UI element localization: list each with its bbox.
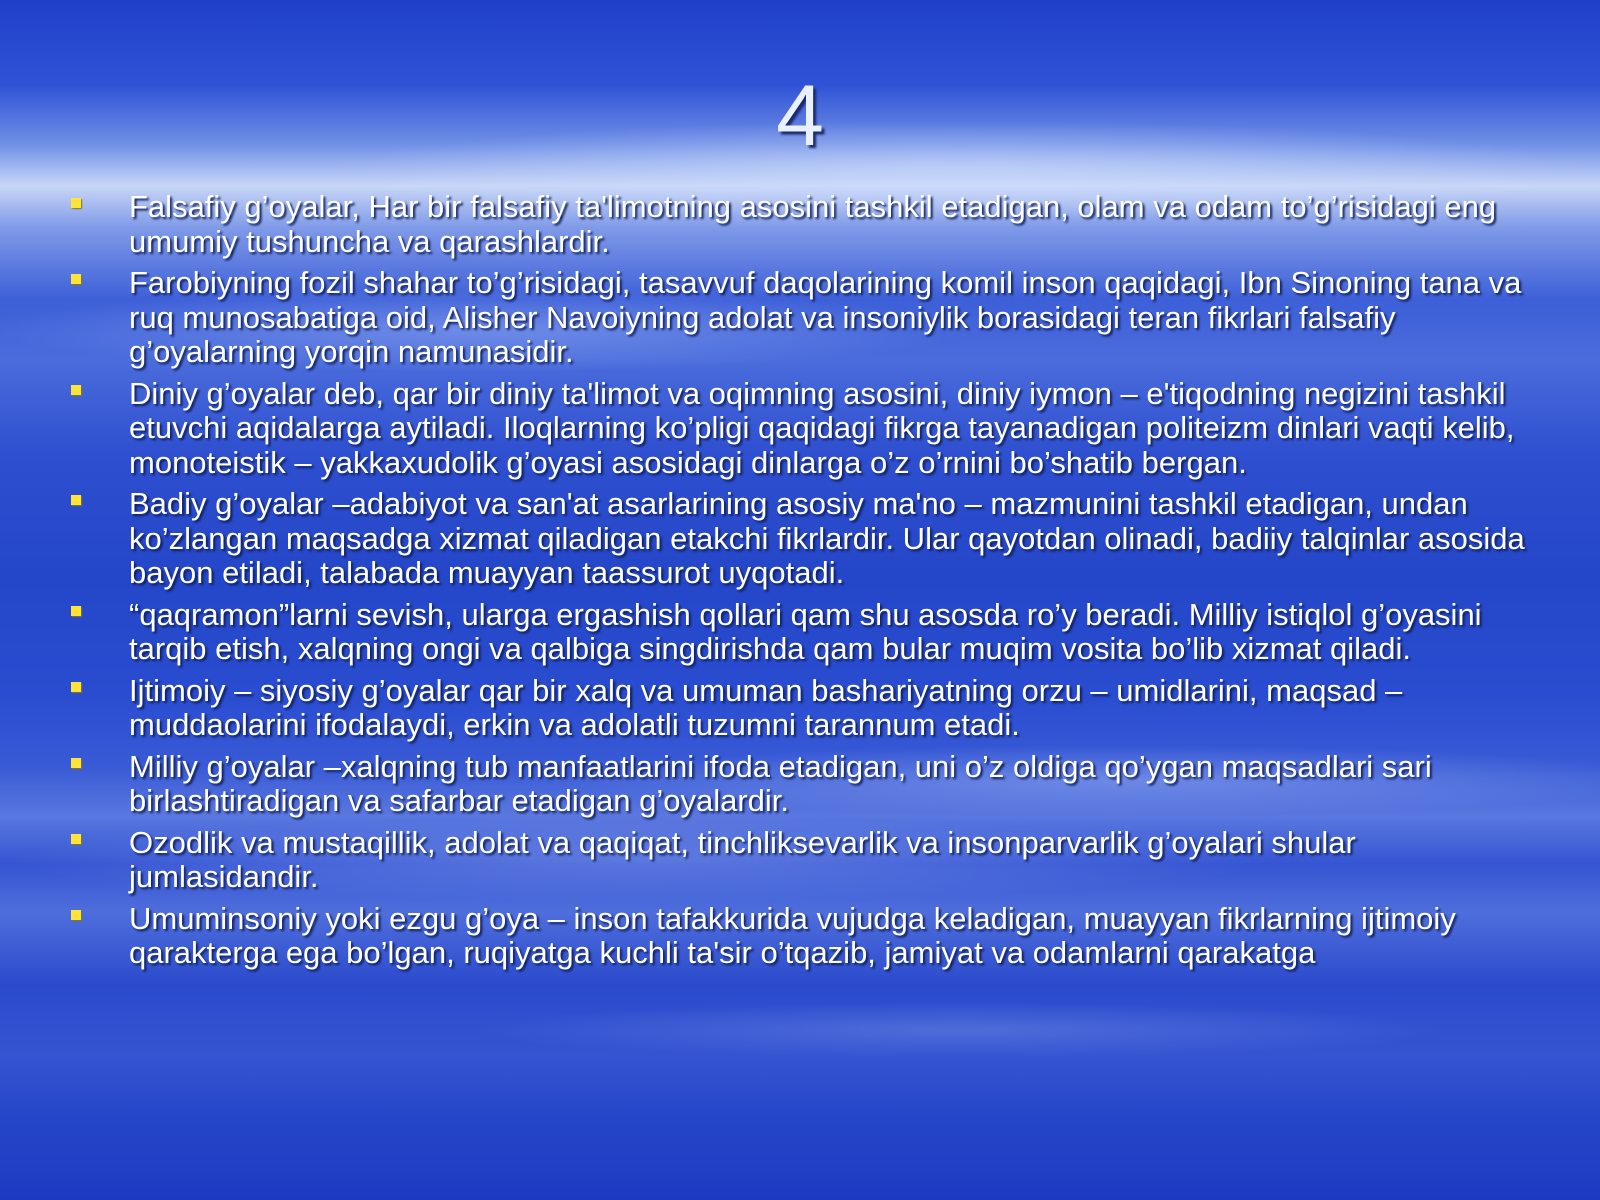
bullet-item (66, 750, 1536, 819)
bullet-text: Badiy g’oyalar –adabiyot va san'at asarlarining asosiy ma'no – mazmunini tashkil etadigan, undan ko’zlangan maqsadga xizmat qiladigan etakchi fikrlardir. Ular qayotdan olinadi, badiiy talqinlar asosida bayon etiladi, talabada muayyan taassurot uyqotadi. (129, 486, 1525, 590)
bullet-text: Milliy g’oyalar –xalqning tub manfaatlarini ifoda etadigan, uni o’z oldiga qo’ygan maqsadlari sari birlashtiradigan va safarbar etadigan g’oyalardir. (129, 748, 1432, 818)
bullet-item (66, 826, 1536, 895)
square-bullet-icon (71, 834, 81, 844)
bullet-item (66, 598, 1536, 667)
bullet-item (66, 190, 1536, 259)
square-bullet-icon (71, 682, 81, 692)
bullet-item (66, 674, 1536, 743)
bullet-text: Ozodlik va mustaqillik, adolat va qaqiqat, tinchliksevarlik va insonparvarlik g’oyalari shular jumlasidandir. (129, 824, 1356, 894)
bullet-item (66, 266, 1536, 370)
bullet-text: Falsafiy g’oyalar, Har bir falsafiy ta'limotning asosini tashkil etadigan, olam va odam to’g’risidagi eng umumiy tushuncha va qarashlardir. (129, 189, 1497, 259)
bullet-item (66, 902, 1536, 971)
bullet-list (66, 190, 1536, 978)
bullet-item (66, 377, 1536, 481)
square-bullet-icon (71, 385, 81, 395)
bullet-text: Ijtimoiy – siyosiy g’oyalar qar bir xalq va umuman bashariyatning orzu – umidlarini, maqsad – muddaolarini ifodalaydi, erkin va adolatli tuzumni tarannum etadi. (129, 672, 1403, 742)
square-bullet-icon (71, 274, 81, 284)
bullet-item (66, 487, 1536, 591)
square-bullet-icon (71, 495, 81, 505)
slide-title: 4 (776, 68, 824, 164)
square-bullet-icon (71, 198, 81, 208)
bullet-text: “qaqramon”larni sevish, ularga ergashish qollari qam shu asosda ro’y beradi. Milliy istiqlol g’oyasini tarqib etish, xalqning ongi va qalbiga singdirishda qam bular muqim vosita bo’lib xizmat qiladi. (129, 596, 1482, 666)
bullet-text: Diniy g’oyalar deb, qar bir diniy ta'limot va oqimning asosini, diniy iymon – e'tiqodning negizini tashkil etuvchi aqidalarga aytiladi. Iloqlarning ko’pligi qaqidagi fikrga tayanadigan politeizm dinlari vaqti kelib, monoteistik – yakkaxudolik g’oyasi asosidagi dinlarga o’z o’rnini bo’shatib bergan. (129, 375, 1515, 480)
square-bullet-icon (71, 910, 81, 920)
bullet-text: Umuminsoniy yoki ezgu g’oya – inson tafakkurida vujudga keladigan, muayyan fikrlarning ijtimoiy qarakterga ega bo’lgan, ruqiyatga kuchli ta'sir o’tqazib, jamiyat va odamlarni qarakatga (129, 900, 1456, 970)
square-bullet-icon (71, 606, 81, 616)
bullet-text: Farobiyning fozil shahar to’g’risidagi, tasavvuf daqolarining komil inson qaqidagi, Ibn Sinoning tana va ruq munosabatiga oid, Alisher Navoiyning adolat va insoniylik borasidagi teran fikrlari falsafiy g’oyalarning yorqin namunasidir. (129, 265, 1522, 369)
square-bullet-icon (71, 758, 81, 768)
